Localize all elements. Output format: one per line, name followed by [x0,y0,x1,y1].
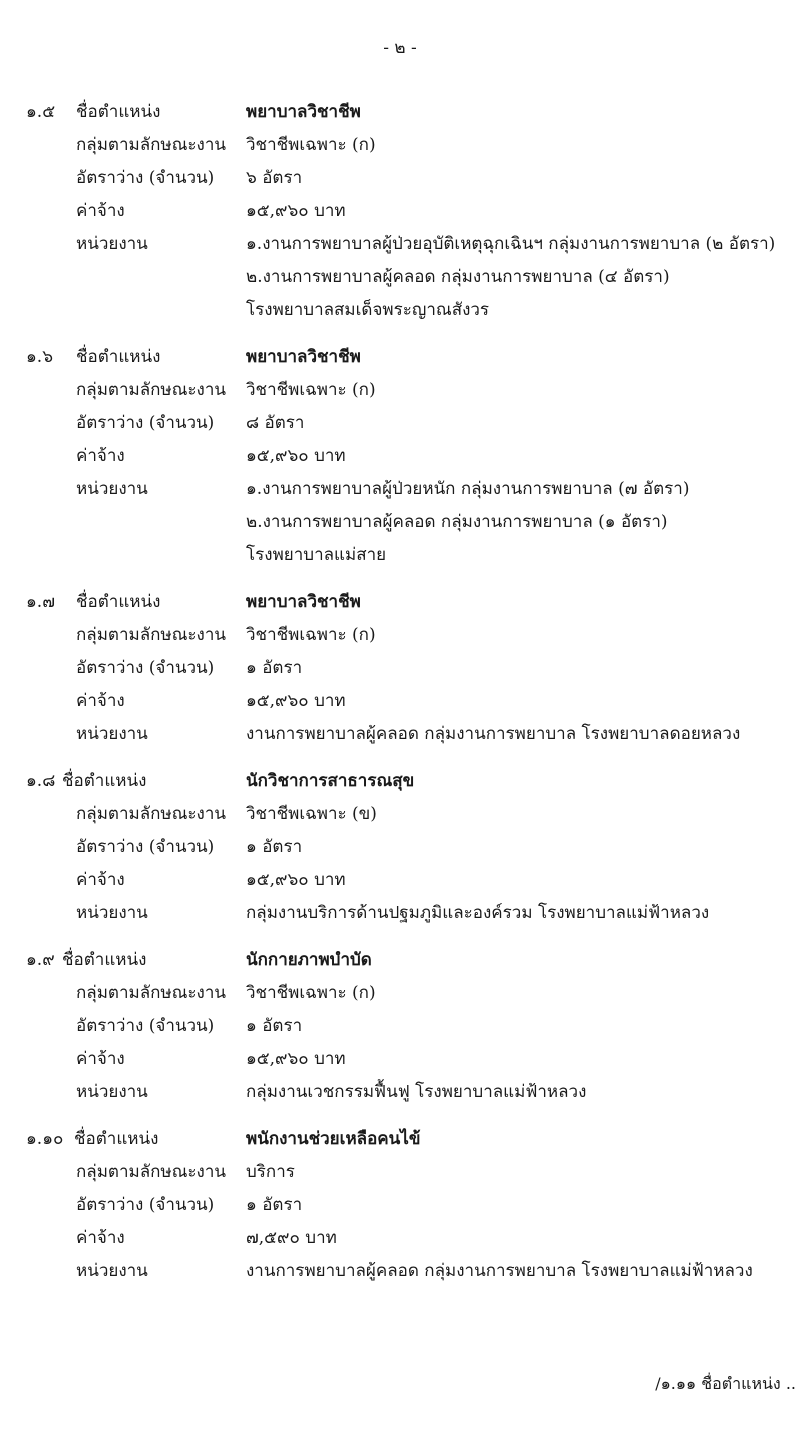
entry-number: ๑.๑๐ [26,1129,64,1149]
position-entry [0,944,800,1109]
position-entry [0,765,800,930]
group-label: กลุ่มตามลักษณะงาน [76,804,226,824]
group-value: บริการ [246,1162,295,1182]
group-label: กลุ่มตามลักษณะงาน [76,625,226,645]
vacancies-value: ๑ อัตรา [246,658,303,678]
entry-number: ๑.๙ [26,950,55,970]
unit-line: ๒.งานการพยาบาลผู้คลอด กลุ่มงานการพยาบาล (๑ อัตรา) [246,512,668,532]
entry-number: ๑.๖ [26,347,53,367]
unit-label: หน่วยงาน [76,903,148,923]
unit-line: งานการพยาบาลผู้คลอด กลุ่มงานการพยาบาล โรงพยาบาลดอยหลวง [246,724,741,744]
group-label: กลุ่มตามลักษณะงาน [76,380,226,400]
position-list [0,96,800,1302]
position-entry [0,1123,800,1288]
vacancies-label: อัตราว่าง (จำนวน) [76,658,215,678]
position-label: ชื่อตำแหน่ง [62,950,147,970]
position-entry [0,586,800,751]
position-title: พยาบาลวิชาชีพ [246,347,361,367]
position-title: นักวิชาการสาธารณสุข [246,771,415,791]
unit-line: ๒.งานการพยาบาลผู้คลอด กลุ่มงานการพยาบาล (๔ อัตรา) [246,267,670,287]
position-label: ชื่อตำแหน่ง [76,592,161,612]
group-value: วิชาชีพเฉพาะ (ก) [246,983,376,1003]
group-value: วิชาชีพเฉพาะ (ข) [246,804,377,824]
unit-line: กลุ่มงานบริการด้านปฐมภูมิและองค์รวม โรงพยาบาลแม่ฟ้าหลวง [246,903,710,923]
wage-label: ค่าจ้าง [76,201,125,221]
group-value: วิชาชีพเฉพาะ (ก) [246,380,376,400]
wage-value: ๑๕,๙๖๐ บาท [246,446,346,466]
position-label: ชื่อตำแหน่ง [74,1129,159,1149]
position-title: พยาบาลวิชาชีพ [246,592,361,612]
unit-label: หน่วยงาน [76,1082,148,1102]
wage-label: ค่าจ้าง [76,1049,125,1069]
position-label: ชื่อตำแหน่ง [76,347,161,367]
wage-value: ๑๕,๙๖๐ บาท [246,1049,346,1069]
vacancies-value: ๖ อัตรา [246,168,303,188]
unit-line: โรงพยาบาลสมเด็จพระญาณสังวร [246,300,490,320]
group-value: วิชาชีพเฉพาะ (ก) [246,135,376,155]
unit-line: ๑.งานการพยาบาลผู้ป่วยหนัก กลุ่มงานการพยาบาล (๗ อัตรา) [246,479,690,499]
unit-line: ๑.งานการพยาบาลผู้ป่วยอุบัติเหตุฉุกเฉินฯ กลุ่มงานการพยาบาล (๒ อัตรา) [246,234,776,254]
wage-label: ค่าจ้าง [76,1228,125,1248]
vacancies-label: อัตราว่าง (จำนวน) [76,168,215,188]
position-label: ชื่อตำแหน่ง [62,771,147,791]
unit-line: โรงพยาบาลแม่สาย [246,545,387,565]
wage-value: ๑๕,๙๖๐ บาท [246,691,346,711]
group-label: กลุ่มตามลักษณะงาน [76,983,226,1003]
vacancies-label: อัตราว่าง (จำนวน) [76,837,215,857]
position-entry [0,96,800,327]
vacancies-label: อัตราว่าง (จำนวน) [76,1016,215,1036]
unit-label: หน่วยงาน [76,234,148,254]
entry-number: ๑.๘ [26,771,56,791]
vacancies-value: ๑ อัตรา [246,1195,303,1215]
unit-label: หน่วยงาน [76,479,148,499]
entry-number: ๑.๗ [26,592,55,612]
unit-line: กลุ่มงานเวชกรรมฟื้นฟู โรงพยาบาลแม่ฟ้าหลวง [246,1082,587,1102]
unit-label: หน่วยงาน [76,724,148,744]
unit-line: งานการพยาบาลผู้คลอด กลุ่มงานการพยาบาล โรงพยาบาลแม่ฟ้าหลวง [246,1261,753,1281]
group-label: กลุ่มตามลักษณะงาน [76,1162,226,1182]
page-number: - ๒ - [383,38,417,58]
wage-label: ค่าจ้าง [76,446,125,466]
vacancies-label: อัตราว่าง (จำนวน) [76,1195,215,1215]
continuation-note: /๑.๑๑ ชื่อตำแหน่ง .. [655,1374,796,1393]
group-value: วิชาชีพเฉพาะ (ก) [246,625,376,645]
vacancies-value: ๑ อัตรา [246,1016,303,1036]
unit-label: หน่วยงาน [76,1261,148,1281]
vacancies-label: อัตราว่าง (จำนวน) [76,413,215,433]
position-title: พยาบาลวิชาชีพ [246,102,361,122]
position-title: พนักงานช่วยเหลือคนไข้ [246,1129,421,1149]
position-title: นักกายภาพบำบัด [246,950,372,970]
entry-number: ๑.๕ [26,102,56,122]
wage-value: ๑๕,๙๖๐ บาท [246,201,346,221]
position-entry [0,341,800,572]
position-label: ชื่อตำแหน่ง [76,102,161,122]
vacancies-value: ๑ อัตรา [246,837,303,857]
wage-value: ๑๕,๙๖๐ บาท [246,870,346,890]
wage-label: ค่าจ้าง [76,870,125,890]
vacancies-value: ๘ อัตรา [246,413,305,433]
group-label: กลุ่มตามลักษณะงาน [76,135,226,155]
wage-value: ๗,๕๙๐ บาท [246,1228,337,1248]
wage-label: ค่าจ้าง [76,691,125,711]
